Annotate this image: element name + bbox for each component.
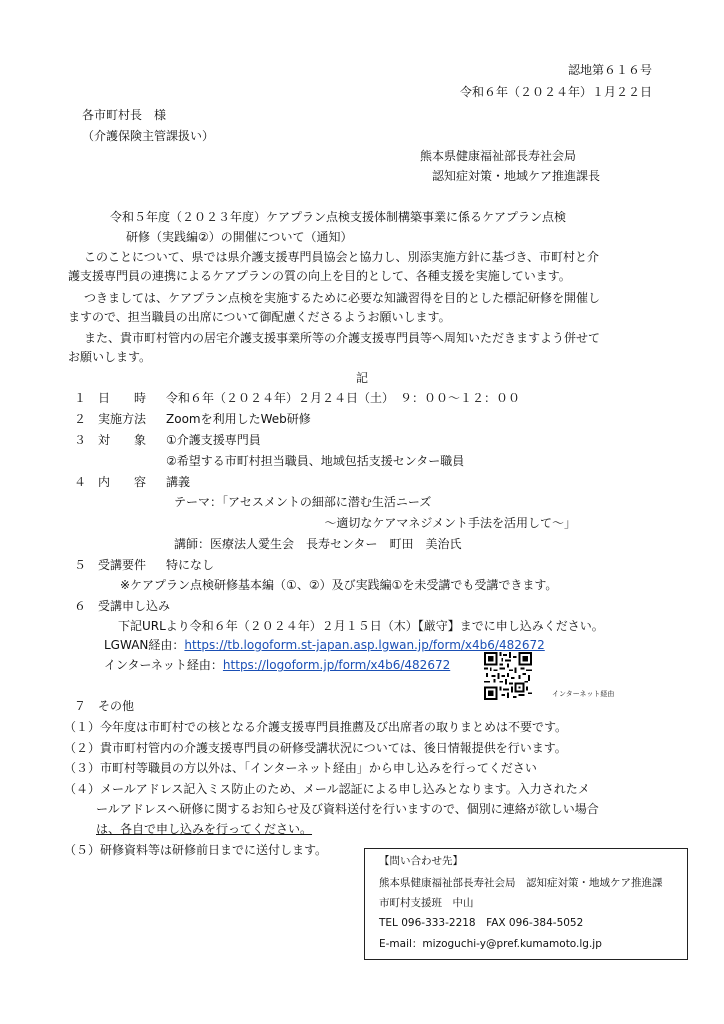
item-4-label: 内 容: [98, 475, 147, 489]
item-7-number: ７: [74, 699, 87, 713]
item-3-label: 対 象: [98, 433, 147, 447]
item-6-instructions: 下記URLより令和６年（２０２４年）２月１５日（木）【厳守】までに申し込みください。: [118, 619, 604, 633]
item-3-value-1: ①介護支援専門員: [166, 433, 261, 447]
qr-code-icon[interactable]: [484, 652, 532, 700]
contact-organization: 熊本県健康福祉部長寿社会局 認知症対策・地域ケア推進課: [379, 877, 663, 889]
ki-heading: 記: [356, 371, 369, 385]
qr-caption: インターネット経由: [552, 690, 615, 698]
contact-phone-fax: TEL 096-333-2218 FAX 096-384-5052: [379, 917, 584, 929]
item-4-theme-line-2: ～適切なケアマネジメント手法を活用して～」: [324, 516, 576, 530]
item-7-label: その他: [98, 699, 135, 713]
item-5-value: 特になし: [166, 558, 215, 572]
other-note-5: （５）研修資料等は研修前日までに送付します。: [64, 843, 328, 857]
internet-row: [104, 657, 450, 673]
item-5-label: 受講要件: [98, 558, 147, 572]
item-2-value: Zoomを利用したWeb研修: [166, 412, 311, 426]
contact-box: [364, 848, 688, 960]
item-4-value: 講義: [166, 475, 191, 489]
paragraph-3-line-1: また、貴市町村管内の居宅介護支援事業所等の介護支援専門員等へ周知いただきますよう併せて: [84, 331, 601, 345]
contact-email[interactable]: E-mail：mizoguchi-y@pref.kumamoto.lg.jp: [379, 938, 602, 950]
item-5-number: ５: [74, 558, 87, 572]
item-2-label: 実施方法: [98, 412, 147, 426]
sender-organization: 熊本県健康福祉部長寿社会局: [420, 149, 577, 163]
recipient-note: （介護保険主管課扱い）: [82, 129, 215, 143]
other-note-1: （１）今年度は市町村での核となる介護支援専門員推薦及び出席者の取りまとめは不要です。: [64, 720, 568, 734]
paragraph-2-line-2: ますので、担当職員の出席について御配慮くださるようお願いします。: [68, 310, 451, 324]
item-6-number: ６: [74, 599, 87, 613]
sender-title: 認知症対策・地域ケア推進課長: [432, 169, 601, 183]
subject-line-2: 研修（実践編②）の開催について（通知）: [126, 230, 353, 244]
item-2-number: ２: [74, 412, 87, 426]
other-note-4-line-1: （４）メールアドレス記入ミス防止のため、メール認証による申し込みとなります。入力されたメ: [64, 782, 590, 796]
item-4-number: ４: [74, 475, 87, 489]
item-5-note: ※ケアプラン点検研修基本編（①、②）及び実践編①を未受講でも受講できます。: [120, 578, 558, 592]
item-1-label: 日 時: [98, 391, 147, 405]
item-6-label: 受講申し込み: [98, 599, 171, 613]
item-3-value-2: ②希望する市町村担当職員、地域包括支援センター職員: [166, 454, 465, 468]
paragraph-3-line-2: お願いします。: [68, 350, 152, 364]
other-note-3: （３）市町村等職員の方以外は、「インターネット経由」から申し込みを行ってください: [64, 761, 537, 775]
lgwan-url-link[interactable]: https://tb.logoform.st-japan.asp.lgwan.jp/form/x4b6/482672: [184, 638, 545, 652]
item-4-lecturer: 講師：医療法人愛生会 長寿センター 町田 美治氏: [174, 537, 462, 551]
document-date: 令和６年（２０２４年）１月２２日: [459, 85, 652, 99]
item-3-number: ３: [74, 433, 87, 447]
document-number: 認地第６１６号: [567, 63, 652, 77]
item-1-value: 令和６年（２０２４年）２月２４日（土） ９：００～１２：００: [166, 391, 521, 405]
paragraph-1-line-1: このことについて、県では県介護支援専門員協会と協力し、別添実施方針に基づき、市町村と介: [84, 250, 600, 264]
subject-line-1: 令和５年度（２０２３年度）ケアプラン点検支援体制構築事業に係るケアプラン点検: [110, 210, 567, 224]
paragraph-2-line-1: つきましては、ケアプラン点検を実施するために必要な知識習得を目的とした標記研修を開催し: [84, 291, 601, 305]
other-note-4-line-2: ールアドレスへ研修に関するお知らせ及び資料送付を行いますので、個別に連絡が欲しい場合: [96, 802, 599, 816]
item-4-theme-line-1: テーマ：「アセスメントの細部に潜む生活ニーズ: [174, 495, 432, 509]
contact-heading: 【問い合わせ先】: [379, 855, 463, 867]
item-1-number: １: [74, 391, 87, 405]
internet-url-link[interactable]: https://logoform.jp/form/x4b6/482672: [222, 658, 451, 672]
other-note-2: （２）貴市町村管内の介護支援専門員の研修受講状況については、後日情報提供を行います。: [64, 741, 567, 755]
lgwan-label: LGWAN経由：: [104, 638, 185, 652]
other-note-4-line-3: は、各自で申し込みを行ってください。: [96, 822, 313, 836]
contact-person: 市町村支援班 中山: [379, 897, 474, 909]
recipient: 各市町村長 様: [82, 108, 167, 122]
paragraph-1-line-2: 護支援専門員の連携によるケアプランの質の向上を目的として、各種支援を実施しています。: [68, 269, 571, 283]
internet-label: インターネット経由：: [104, 658, 223, 672]
lgwan-row: [104, 637, 545, 653]
